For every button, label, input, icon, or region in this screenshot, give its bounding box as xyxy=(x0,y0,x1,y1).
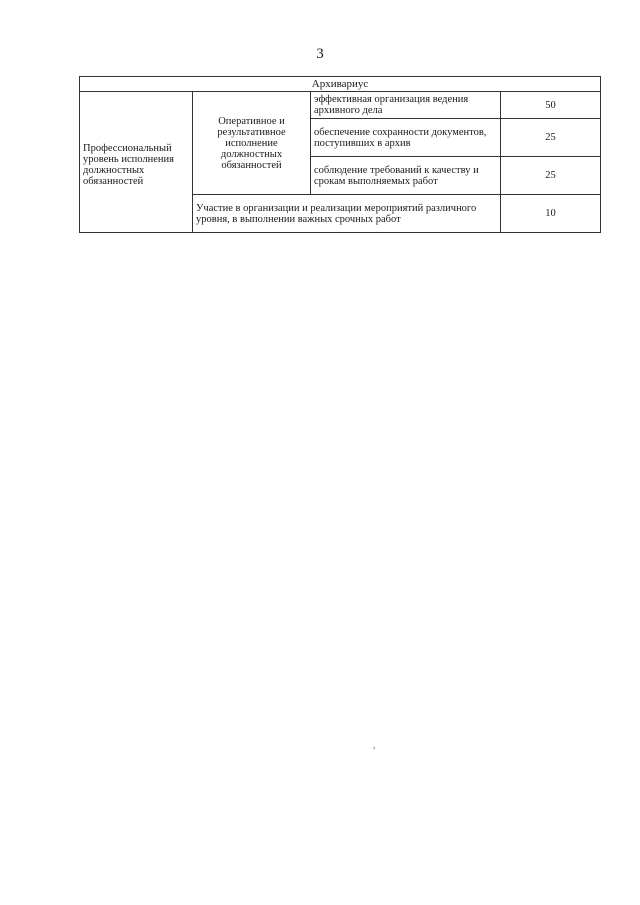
score-cell: 25 xyxy=(501,119,601,157)
section-cell: Профессиональный уровень исполнения должностных обязанностей xyxy=(80,92,193,233)
criterion-cell: Участие в организации и реализации мероприятий различного уровня, в выполнении важных срочных работ xyxy=(193,195,501,233)
page-number: 3 xyxy=(316,46,324,62)
score-cell: 50 xyxy=(501,92,601,119)
criterion-cell: соблюдение требований к качеству и срокам выполняемых работ xyxy=(311,157,501,195)
table-row xyxy=(80,92,601,119)
stray-mark: , xyxy=(373,740,376,750)
position-title: Архивариус xyxy=(80,77,601,92)
group-cell: Оперативное и результативное исполнение должностных обязанностей xyxy=(193,92,311,195)
score-cell: 25 xyxy=(501,157,601,195)
criterion-cell: обеспечение сохранности документов, поступивших в архив xyxy=(311,119,501,157)
score-cell: 10 xyxy=(501,195,601,233)
table-title-row xyxy=(80,77,601,92)
evaluation-criteria-table xyxy=(79,76,601,233)
criterion-cell: эффективная организация ведения архивного дела xyxy=(311,92,501,119)
